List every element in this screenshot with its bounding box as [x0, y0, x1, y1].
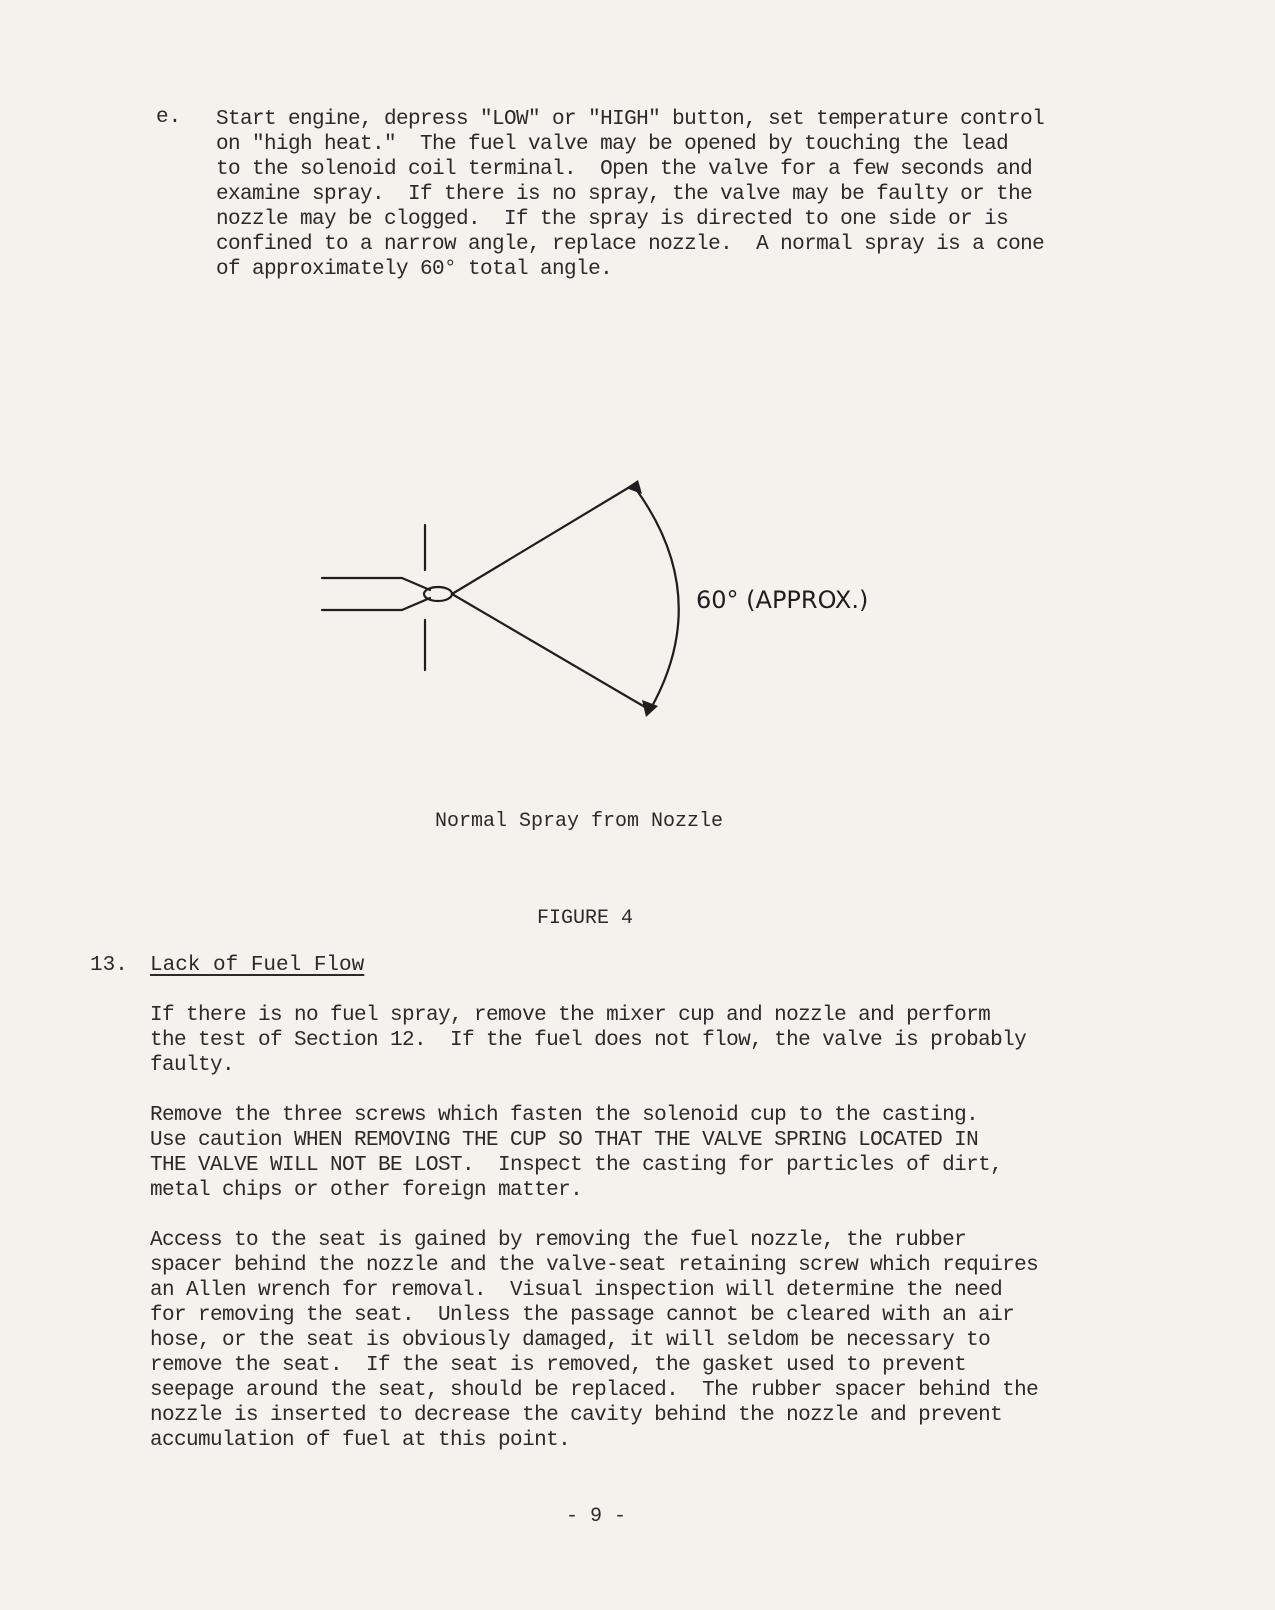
spray-cone-lower-edge	[452, 594, 650, 710]
section-e-line: nozzle may be clogged. If the spray is directed to one side or is	[216, 208, 1009, 231]
spray-cone-upper-edge	[452, 485, 633, 594]
angle-annotation: 60° (APPROX.)	[696, 586, 869, 614]
angle-arc	[633, 485, 679, 710]
nozzle-upper-outline	[322, 578, 430, 590]
section-e-line: on "high heat." The fuel valve may be opened by touching the lead	[216, 133, 1009, 156]
section-13-para3-line: for removing the seat. Unless the passage cannot be cleared with an air	[150, 1304, 1015, 1327]
section-13-para3-line: Access to the seat is gained by removing the fuel nozzle, the rubber	[150, 1229, 967, 1252]
section-13-para2-line: THE VALVE WILL NOT BE LOST. Inspect the casting for particles of dirt,	[150, 1154, 1003, 1177]
nozzle-tip	[424, 587, 452, 601]
section-e-line: of approximately 60° total angle.	[216, 258, 613, 281]
section-13-para3-line: spacer behind the nozzle and the valve-seat retaining screw which requires	[150, 1254, 1039, 1277]
nozzle-spray-diagram	[320, 470, 869, 750]
section-13-para3-line: nozzle is inserted to decrease the cavity behind the nozzle and prevent	[150, 1404, 1003, 1427]
section-13-para1-line: If there is no fuel spray, remove the mixer cup and nozzle and perform	[150, 1004, 991, 1027]
section-13-para2-line: Use caution WHEN REMOVING THE CUP SO THAT THE VALVE SPRING LOCATED IN	[150, 1129, 979, 1152]
section-e-marker: e.	[156, 106, 182, 129]
section-e-line: confined to a narrow angle, replace nozzle. A normal spray is a cone	[216, 233, 1045, 256]
section-e-line: Start engine, depress "LOW" or "HIGH" button, set temperature control	[216, 108, 1045, 131]
section-13-para2-line: metal chips or other foreign matter.	[150, 1179, 583, 1202]
section-13-heading: Lack of Fuel Flow	[150, 954, 365, 977]
figure-label: FIGURE 4	[537, 907, 634, 930]
section-13-para1-line: faulty.	[150, 1054, 235, 1077]
section-13-number: 13.	[90, 954, 128, 977]
section-13-para3-line: remove the seat. If the seat is removed, the gasket used to prevent	[150, 1354, 967, 1377]
figure-caption: Normal Spray from Nozzle	[435, 810, 724, 833]
section-13-para1-line: the test of Section 12. If the fuel does not flow, the valve is probably	[150, 1029, 1027, 1052]
nozzle-lower-outline	[322, 598, 430, 610]
section-e-line: to the solenoid coil terminal. Open the valve for a few seconds and	[216, 158, 1033, 181]
arc-arrowhead-bottom	[642, 700, 658, 717]
section-13-para3-line: seepage around the seat, should be replaced. The rubber spacer behind the	[150, 1379, 1039, 1402]
section-13-para2-line: Remove the three screws which fasten the solenoid cup to the casting.	[150, 1104, 979, 1127]
section-13-para3-line: hose, or the seat is obviously damaged, it will seldom be necessary to	[150, 1329, 991, 1352]
page-number: - 9 -	[566, 1505, 627, 1528]
section-e-line: examine spray. If there is no spray, the valve may be faulty or the	[216, 183, 1033, 206]
section-13-para3-line: an Allen wrench for removal. Visual inspection will determine the need	[150, 1279, 1003, 1302]
section-13-para3-line: accumulation of fuel at this point.	[150, 1429, 571, 1452]
arc-arrowhead-top	[626, 480, 642, 494]
